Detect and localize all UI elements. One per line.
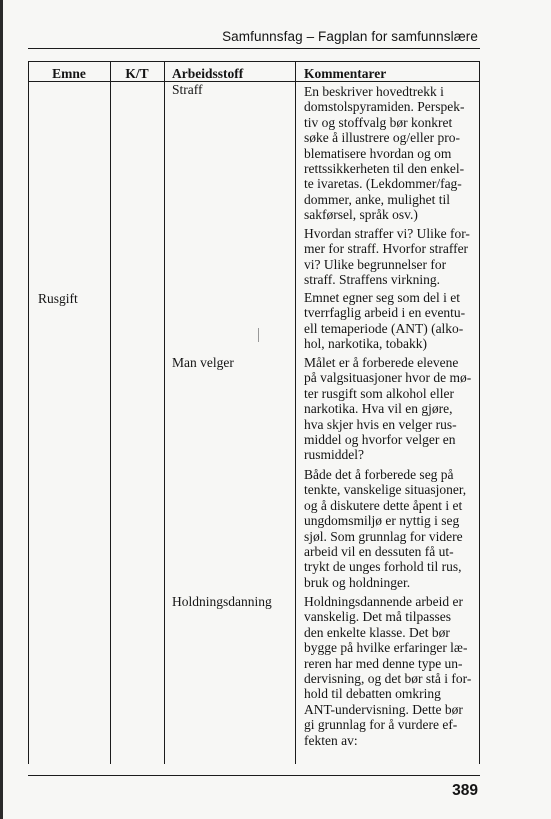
table-right-border [479, 61, 480, 764]
scan-border [0, 0, 3, 819]
table-left-border [28, 61, 29, 764]
col-divider-1 [110, 61, 111, 764]
column-header-emne: Emne [52, 66, 86, 81]
comment-paragraph: Hvordan straffer vi? Ulike for- mer for straff. Hvorfor straffer vi? Ulike begrunnelser for straff. Straffens virkning. [304, 226, 470, 288]
table-top-rule [28, 61, 480, 62]
comment-paragraph: En beskriver hovedtrekk i domstolspyramiden. Perspek- tiv og stoffvalg bør konkret søke å illustrere og/eller pro- blematisere hvordan og om rettssikkerheten til den enkel- te ivaretas. (Lekdommer/fag- dommer, anke, mulighet til sakførsel, språk osv.) [304, 84, 465, 223]
page-number: 389 [452, 782, 478, 799]
column-header-arbeidsstoff: Arbeidsstoff [172, 66, 244, 81]
arbeidsstoff-item: Straff [172, 82, 203, 97]
running-header: Samfunnsfag – Fagplan for samfunnslære [222, 29, 478, 44]
arbeidsstoff-item: Man velger [172, 355, 234, 370]
column-header-kommentarer: Kommentarer [304, 66, 387, 81]
comment-paragraph: Både det å forberede seg på tenkte, vanskelige situasjoner, og å diskutere dette åpent i et ungdomsmiljø er nyttig i seg sjøl. Som grunnlag for videre arbeid vil en dessuten få ut- trykt de unges forhold til rus, bruk og holdninger. [304, 467, 467, 590]
emne-cell: Rusgift [38, 291, 78, 306]
comment-paragraph: Emnet egner seg som del i et tverrfaglig arbeid i en eventu- ell temaperiode (ANT) (alko- hol, narkotika, tobakk) [304, 290, 466, 352]
arbeidsstoff-item: Holdningsdanning [172, 594, 272, 609]
scan-mark [258, 328, 259, 342]
column-header-kt: K/T [125, 66, 149, 81]
comment-paragraph: Holdningsdannende arbeid er vanskelig. Det må tilpasses den enkelte klasse. Det bør bygge på hvilke erfaringer læ- reren har med denne type un- dervisning, og det bør stå i for- hold til debatten omkring ANT-undervisning. Dette bør gi grunnlag for å vurdere ef- fekten av: [304, 594, 472, 748]
comment-paragraph: Målet er å forberede elevene på valgsituasjoner hvor de mø- ter rusgift som alkohol eller narkotika. Hva vil en gjøre, hva skjer hvis en velger rus- middel og hvorfor velger en rusmiddel? [304, 355, 472, 463]
footer-rule [28, 775, 480, 776]
header-rule [28, 48, 480, 49]
col-divider-3 [295, 61, 296, 764]
col-divider-2 [164, 61, 165, 764]
